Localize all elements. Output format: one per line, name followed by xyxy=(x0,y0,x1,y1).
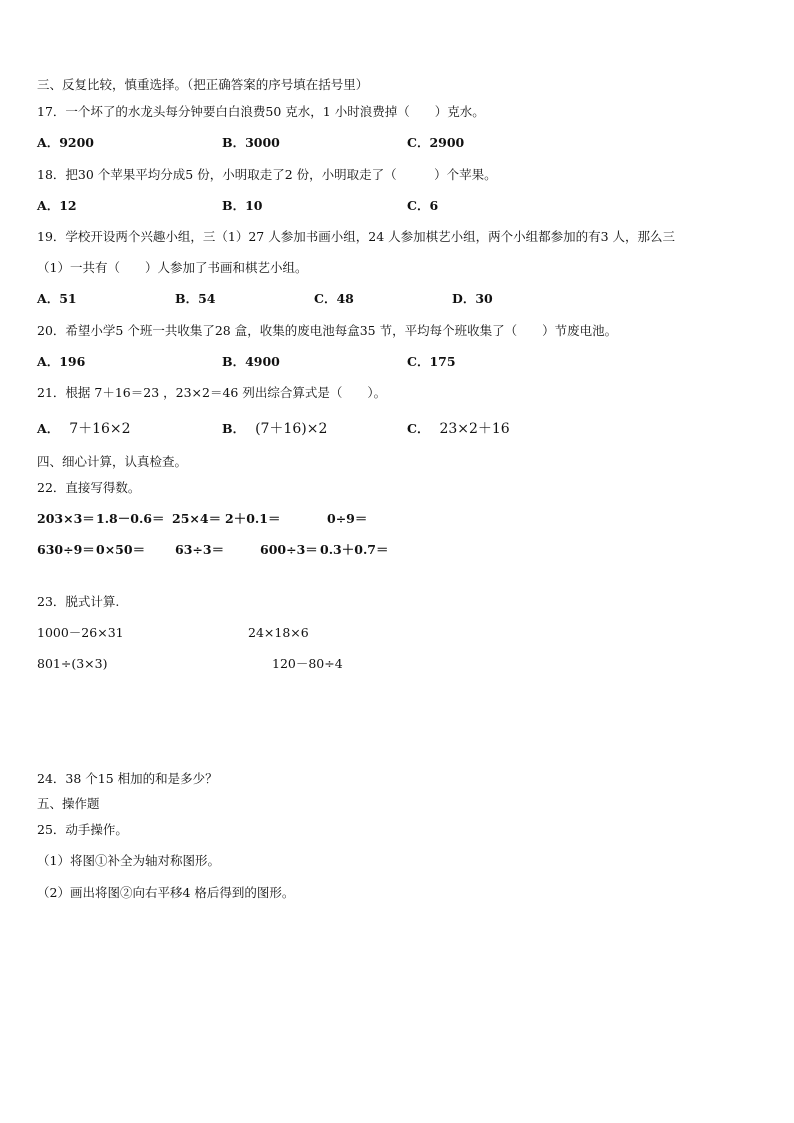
question-20: 20．希望小学5 个班一共收集了28 盒，收集的废电池每盒35 节，平均每个班收集了（ ）节废电池。 xyxy=(37,323,618,338)
q22-item-2: 1.8－0.6＝ xyxy=(96,511,165,526)
q23-expression-4: 120－80÷4 xyxy=(272,656,343,671)
question-22-title: 22．直接写得数。 xyxy=(37,480,141,495)
q21-option-a-label: A． xyxy=(37,421,60,436)
question-21: 21．根据 7＋16＝23 ，23×2＝46 列出综合算式是（ ）。 xyxy=(37,385,387,400)
question-18: 18．把30 个苹果平均分成5 份，小明取走了2 份，小明取走了（ ）个苹果。 xyxy=(37,167,497,182)
q21-option-a xyxy=(37,421,131,437)
q22-item-3: 25×4＝ xyxy=(172,511,222,526)
section-4-heading: 四、细心计算，认真检查。 xyxy=(37,454,188,469)
q22-item-4: 2＋0.1＝ xyxy=(225,511,281,526)
q23-expression-3: 801÷(3×3) xyxy=(37,656,108,671)
q21-option-c-label: C． xyxy=(407,421,430,436)
section-5-heading: 五、操作题 xyxy=(37,796,100,811)
q20-option-c: C．175 xyxy=(407,354,456,369)
section-3-heading: 三、反复比较，慎重选择。（把正确答案的序号填在括号里） xyxy=(37,77,369,92)
q21-option-b-label: B． xyxy=(222,421,246,436)
q25-part-2: （2）画出将图②向右平移4 格后得到的图形。 xyxy=(37,885,295,900)
question-24: 24．38 个15 相加的和是多少？ xyxy=(37,771,218,786)
q18-option-a: A．12 xyxy=(37,198,77,213)
q21-option-c-expression: 23×2＋16 xyxy=(439,421,510,437)
q17-option-c: C．2900 xyxy=(407,135,465,150)
question-19-line-2: （1）一共有（ ）人参加了书画和棋艺小组。 xyxy=(37,260,308,275)
q17-option-b: B．3000 xyxy=(222,135,280,150)
question-23-title: 23．脱式计算. xyxy=(37,594,120,609)
q20-option-b: B．4900 xyxy=(222,354,280,369)
q19-option-c: C．48 xyxy=(314,291,354,306)
q25-part-1: （1）将图①补全为轴对称图形。 xyxy=(37,853,220,868)
q22-item-9: 600÷3＝ xyxy=(260,542,318,557)
q23-expression-2: 24×18×6 xyxy=(248,625,309,640)
q22-item-1: 203×3＝ xyxy=(37,511,95,526)
q19-option-b: B．54 xyxy=(175,291,216,306)
q21-option-b xyxy=(222,421,327,437)
q18-option-b: B．10 xyxy=(222,198,263,213)
q22-item-7: 0×50＝ xyxy=(96,542,146,557)
question-19-line-1: 19．学校开设两个兴趣小组，三（1）27 人参加书画小组，24 人参加棋艺小组，两个小组都参加的有3 人，那么三 xyxy=(37,229,676,244)
q20-option-a: A．196 xyxy=(37,354,86,369)
q21-option-c xyxy=(407,421,510,437)
q22-item-5: 0÷9＝ xyxy=(327,511,368,526)
q17-option-a: A．9200 xyxy=(37,135,94,150)
question-25-title: 25．动手操作。 xyxy=(37,822,128,837)
q23-expression-1: 1000－26×31 xyxy=(37,625,124,640)
q19-option-a: A．51 xyxy=(37,291,77,306)
q19-option-d: D．30 xyxy=(452,291,493,306)
q22-item-8: 63÷3＝ xyxy=(175,542,225,557)
q18-option-c: C．6 xyxy=(407,198,439,213)
q21-option-b-expression: (7＋16)×2 xyxy=(255,421,328,437)
q22-item-6: 630÷9＝ xyxy=(37,542,95,557)
q21-option-a-expression: 7＋16×2 xyxy=(69,421,131,437)
q22-item-10: 0.3＋0.7＝ xyxy=(320,542,389,557)
question-17: 17．一个坏了的水龙头每分钟要白白浪费50 克水，1 小时浪费掉（ ）克水。 xyxy=(37,104,485,119)
